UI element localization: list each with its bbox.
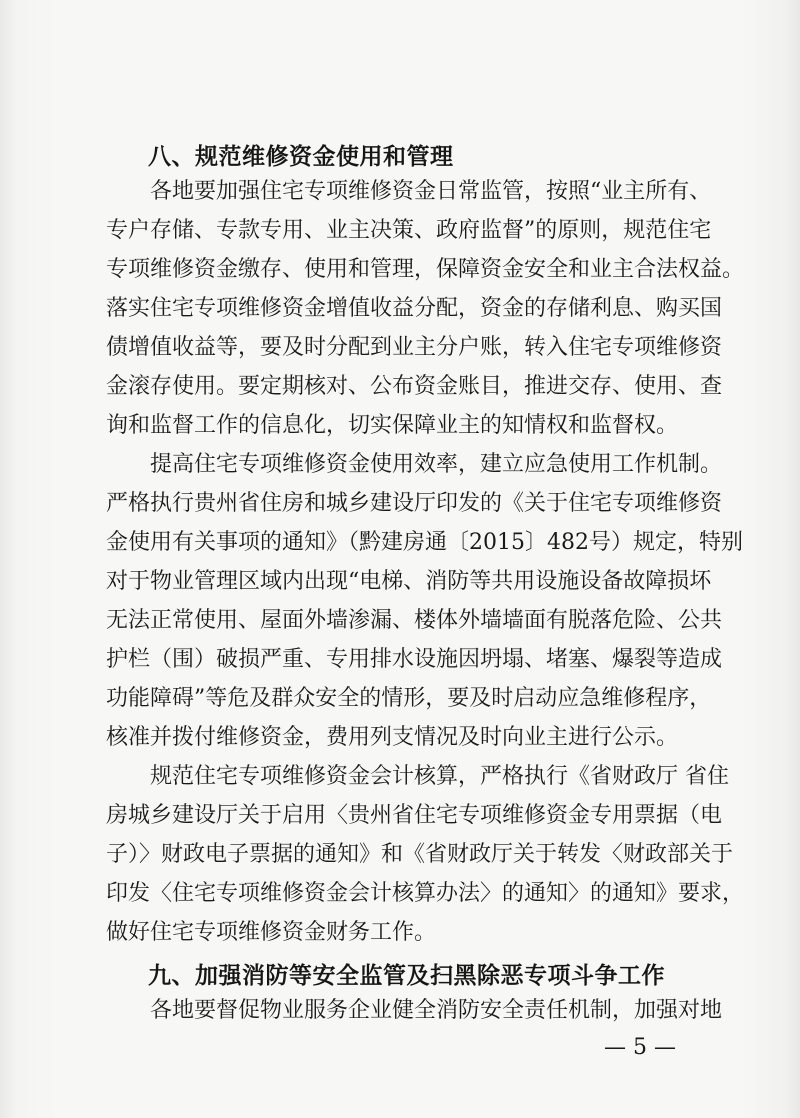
paragraph-2-line-8: 核准并拨付维修资金，费用列支情况及时向业主进行公示。 xyxy=(106,725,679,750)
page-number: — 5 — xyxy=(604,1035,676,1060)
paragraph-2-line-5: 无法正常使用、屋面外墙渗漏、楼体外墙墙面有脱落危险、公共 xyxy=(106,608,723,633)
section-9-heading: 九、加强消防等安全监管及扫黑除恶专项斗争工作 xyxy=(148,963,665,989)
paragraph-1-line-2: 专户存储、专款专用、业主决策、政府监督”的原则，规范住宅 xyxy=(106,218,712,243)
paragraph-1-line-5: 债增值收益等，要及时分配到业主分户账，转入住宅专项维修资 xyxy=(106,335,723,360)
paragraph-3-line-2: 房城乡建设厅关于启用〈贵州省住宅专项维修资金专用票据（电 xyxy=(106,803,723,828)
paragraph-1-line-6: 金滚存使用。要定期核对、公布资金账目，推进交存、使用、查 xyxy=(106,374,723,399)
section-8-heading: 八、规范维修资金使用和管理 xyxy=(148,144,454,170)
paragraph-2-line-2: 严格执行贵州省住房和城乡建设厅印发的《关于住宅专项维修资 xyxy=(106,491,723,516)
paragraph-1-line-4: 落实住宅专项维修资金增值收益分配，资金的存储利息、购买国 xyxy=(106,296,723,321)
paragraph-2-line-6: 护栏（围）破损严重、专用排水设施因坍塌、堵塞、爆裂等造成 xyxy=(106,647,723,672)
paragraph-3-line-4: 印发〈住宅专项维修资金会计核算办法〉的通知〉的通知》要求， xyxy=(106,881,745,906)
paragraph-2-line-1: 提高住宅专项维修资金使用效率，建立应急使用工作机制。 xyxy=(150,452,723,477)
paragraph-2-line-7: 功能障碍”等危及群众安全的情形，要及时启动应急维修程序， xyxy=(106,686,712,711)
paragraph-1-line-1: 各地要加强住宅专项维修资金日常监管，按照“业主所有、 xyxy=(150,179,712,204)
paragraph-3-line-5: 做好住宅专项维修资金财务工作。 xyxy=(106,920,437,945)
section-9-paragraph-line-1: 各地要督促物业服务企业健全消防安全责任机制，加强对地 xyxy=(150,998,723,1023)
paragraph-2-line-3: 金使用有关事项的通知》（黔建房通〔2015〕482号）规定，特别 xyxy=(106,530,743,555)
paragraph-3-line-3: 子）〉财政电子票据的通知》和《省财政厅关于转发〈财政部关于 xyxy=(106,842,734,867)
paragraph-2-line-4: 对于物业管理区域内出现“电梯、消防等共用设施设备故障损坏 xyxy=(106,569,712,594)
paragraph-1-line-3: 专项维修资金缴存、使用和管理，保障资金安全和业主合法权益。 xyxy=(106,257,745,282)
paragraph-3-line-1: 规范住宅专项维修资金会计核算，严格执行《省财政厅 省住 xyxy=(150,764,729,789)
paragraph-1-line-7: 询和监督工作的信息化，切实保障业主的知情权和监督权。 xyxy=(106,413,679,438)
